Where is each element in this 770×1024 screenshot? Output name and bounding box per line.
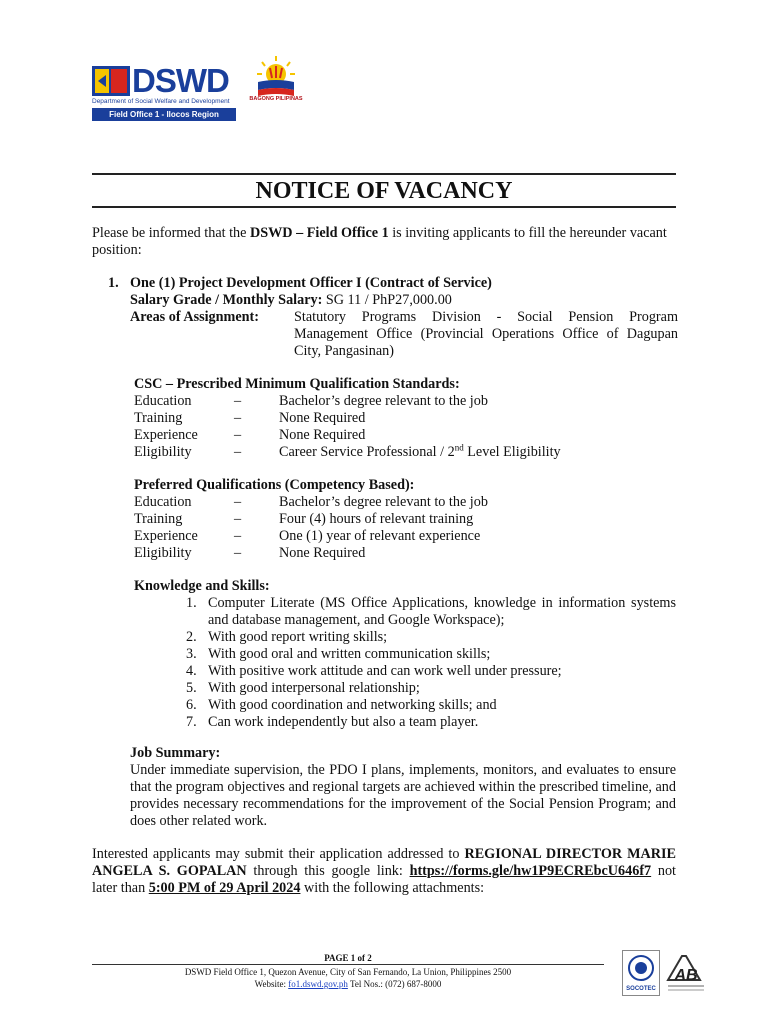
footer bbox=[92, 952, 604, 990]
preferred-dash: – bbox=[234, 494, 242, 510]
closing-mid2: not later than bbox=[92, 863, 676, 896]
title-rule-top bbox=[92, 173, 676, 175]
salary-value: SG 11 / PhP27,000.00 bbox=[322, 292, 452, 308]
list-item-text: With good oral and written communication skills; bbox=[208, 646, 491, 662]
list-item-number: 1. bbox=[186, 595, 197, 611]
dswd-emblem-icon bbox=[92, 66, 130, 96]
preferred-value: Bachelor’s degree relevant to the job bbox=[279, 494, 488, 510]
closing-post: with the following attachments: bbox=[300, 880, 485, 896]
csc-heading: CSC – Prescribed Minimum Qualification Standards: bbox=[134, 376, 460, 392]
bagong-pilipinas-text: BAGONG PILIPINAS bbox=[249, 96, 303, 102]
list-item-text: With good coordination and networking skills; and bbox=[208, 697, 497, 713]
footer-address: DSWD Field Office 1, Quezon Avenue, City of San Fernando, La Union, Philippines 2500 bbox=[184, 967, 512, 977]
csc-eligibility-pre: Career Service Professional / 2 bbox=[279, 444, 455, 460]
footer-rule bbox=[92, 964, 604, 965]
telephone: Tel Nos.: (072) 687-8000 bbox=[347, 979, 442, 989]
assignment-value: Statutory Programs Division - Social Pension Program Management Office (Provincial Operations Office of Dagupan City, Pangasinan) bbox=[294, 309, 678, 359]
csc-dash: – bbox=[234, 393, 242, 409]
intro-post: is inviting applicants to fill the hereunder vacant position: bbox=[92, 225, 667, 258]
csc-dash: – bbox=[234, 410, 242, 426]
preferred-dash: – bbox=[234, 511, 242, 527]
list-item-text: Computer Literate (MS Office Applications, knowledge in information systems and database management, and Google Workspace); bbox=[208, 595, 676, 628]
socotec-cert-icon bbox=[622, 950, 660, 996]
salary-line bbox=[130, 292, 452, 309]
intro-pre: Please be informed that the bbox=[92, 225, 250, 241]
skills-heading: Knowledge and Skills: bbox=[134, 578, 270, 594]
preferred-label: Eligibility bbox=[134, 545, 192, 561]
list-item bbox=[186, 595, 676, 629]
closing-mid: through this google link: bbox=[246, 863, 410, 879]
preferred-label: Training bbox=[134, 511, 183, 527]
regional-director: REGIONAL DIRECTOR MARIE ANGELA S. GOPALAN bbox=[92, 846, 676, 879]
intro-paragraph bbox=[92, 225, 676, 259]
application-link[interactable]: https://forms.gle/hw1P9ECREbcU646f7 bbox=[409, 863, 652, 879]
preferred-dash: – bbox=[234, 545, 242, 561]
csc-eligibility-post: Level Eligibility bbox=[463, 444, 561, 460]
csc-label: Education bbox=[134, 393, 192, 409]
csc-eligibility-sup: nd bbox=[454, 442, 464, 453]
title-rule-bottom bbox=[92, 206, 676, 208]
csc-dash: – bbox=[234, 444, 242, 460]
list-item-text: With good interpersonal relationship; bbox=[208, 680, 420, 696]
ab-cert-icon bbox=[664, 950, 708, 996]
intro-office: DSWD – Field Office 1 bbox=[249, 225, 389, 241]
list-item bbox=[186, 629, 676, 646]
socotec-text: SOCOTEC bbox=[626, 986, 656, 992]
list-item-number: 2. bbox=[186, 629, 197, 645]
footer-contact bbox=[92, 978, 604, 990]
list-item-number: 3. bbox=[186, 646, 197, 662]
list-item bbox=[186, 646, 676, 663]
list-item-number: 7. bbox=[186, 714, 197, 730]
deadline: 5:00 PM of 29 April 2024 bbox=[148, 880, 301, 896]
csc-label: Eligibility bbox=[134, 444, 192, 460]
list-item-text: Can work independently but also a team player. bbox=[208, 714, 479, 730]
ab-text: AB bbox=[674, 967, 698, 984]
position-number: 1. bbox=[108, 275, 119, 291]
website-link[interactable]: fo1.dswd.gov.ph bbox=[288, 979, 348, 989]
dswd-logo-subtitle: Department of Social Welfare and Development bbox=[92, 98, 230, 105]
list-item-text: With good report writing skills; bbox=[208, 629, 388, 645]
preferred-heading: Preferred Qualifications (Competency Based): bbox=[134, 477, 415, 493]
list-item-number: 5. bbox=[186, 680, 197, 696]
list-item-number: 6. bbox=[186, 697, 197, 713]
job-summary-heading: Job Summary: bbox=[130, 745, 221, 761]
skills-list bbox=[186, 595, 676, 731]
list-item-number: 4. bbox=[186, 663, 197, 679]
position-title: One (1) Project Development Officer I (Contract of Service) bbox=[130, 275, 492, 291]
preferred-dash: – bbox=[234, 528, 242, 544]
preferred-value: Four (4) hours of relevant training bbox=[279, 511, 474, 527]
page-title: NOTICE OF VACANCY bbox=[255, 178, 513, 204]
dswd-logo bbox=[92, 64, 240, 122]
csc-label: Training bbox=[134, 410, 183, 426]
page-number: PAGE 1 of 2 bbox=[324, 953, 372, 963]
csc-value: None Required bbox=[279, 410, 366, 426]
website-label: Website: bbox=[254, 979, 289, 989]
field-office-banner: Field Office 1 - Ilocos Region bbox=[92, 108, 236, 121]
csc-value: None Required bbox=[279, 427, 366, 443]
list-item bbox=[186, 663, 676, 680]
list-item-text: With positive work attitude and can work well under pressure; bbox=[208, 663, 562, 679]
job-summary bbox=[130, 745, 676, 830]
dswd-logo-text: DSWD bbox=[132, 62, 229, 99]
list-item bbox=[186, 697, 676, 714]
preferred-value: None Required bbox=[279, 545, 366, 561]
salary-label: Salary Grade / Monthly Salary: bbox=[130, 292, 323, 308]
csc-dash: – bbox=[234, 427, 242, 443]
csc-label: Experience bbox=[134, 427, 198, 443]
assignment-label: Areas of Assignment: bbox=[130, 309, 259, 325]
csc-value bbox=[279, 444, 561, 461]
preferred-value: One (1) year of relevant experience bbox=[279, 528, 481, 544]
closing-pre: Interested applicants may submit their application addressed to bbox=[92, 846, 465, 862]
job-summary-text: Under immediate supervision, the PDO I plans, implements, monitors, and evaluates to ensure that the program objectives and regional targets are achieved within the prescribed timeline, and provides necessary recommendations for the improvement of the Social Pension Program; and does other related work. bbox=[130, 762, 676, 829]
closing-paragraph bbox=[92, 846, 676, 897]
preferred-label: Education bbox=[134, 494, 192, 510]
list-item bbox=[186, 714, 676, 731]
preferred-label: Experience bbox=[134, 528, 198, 544]
csc-value: Bachelor’s degree relevant to the job bbox=[279, 393, 488, 409]
list-item bbox=[186, 680, 676, 697]
